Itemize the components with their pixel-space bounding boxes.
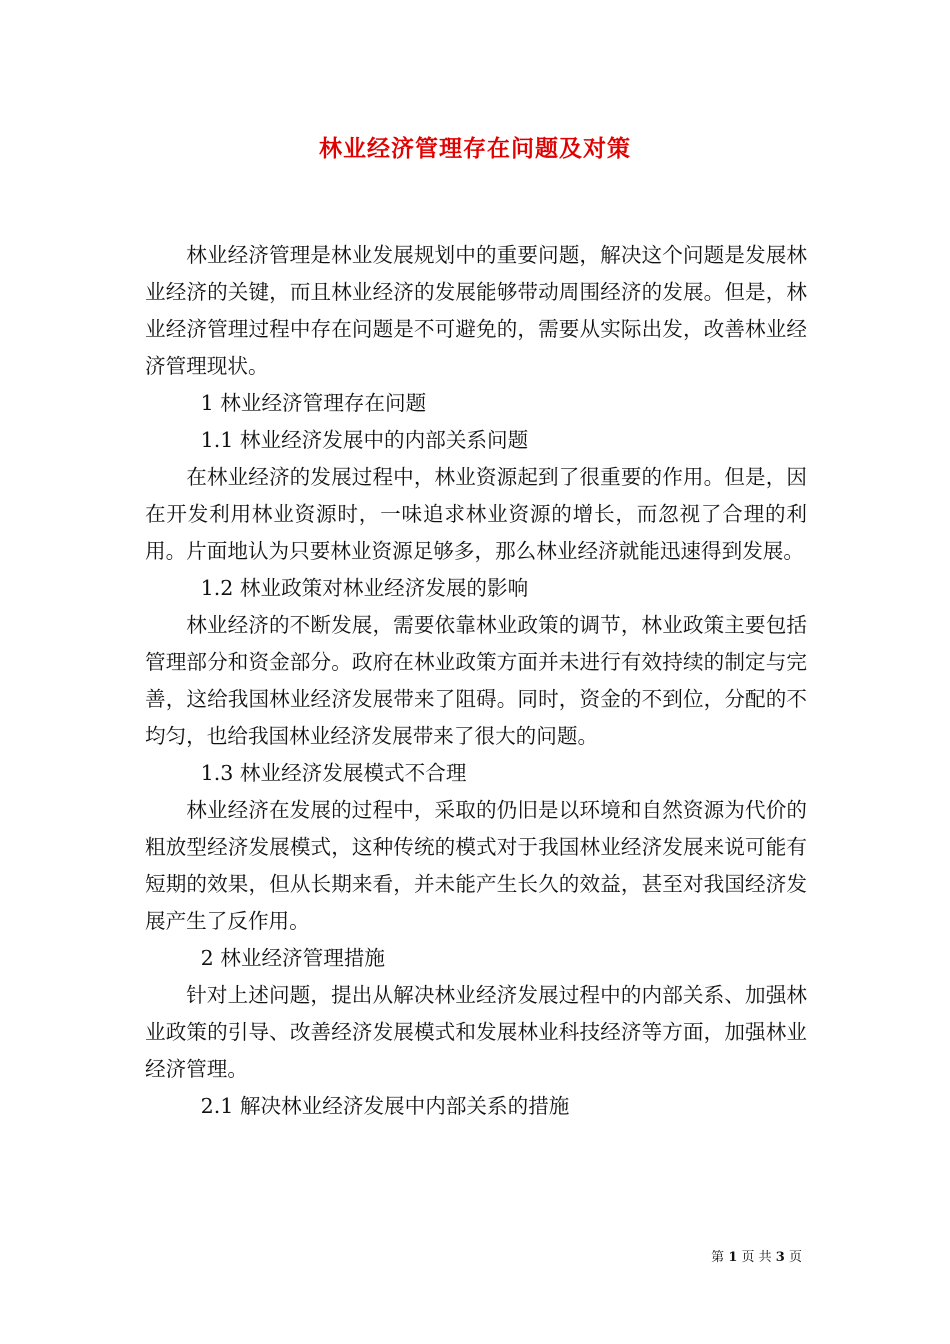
- section-heading: 1.2 林业政策对林业经济发展的影响: [200, 576, 529, 600]
- paragraph: 林业经济在发展的过程中，采取的仍旧是以环境和自然资源为代价的粗放型经济发展模式，这种传统的模式对于我国林业经济发展来说可能有短期的效果，但从长期来看，并未能产生长久的效益，甚至对我国经济发展产生了反作用。: [145, 798, 807, 933]
- section-heading: 1.3 林业经济发展模式不合理: [200, 761, 467, 785]
- footer-middle: 页 共: [741, 1250, 772, 1265]
- paragraph: 林业经济的不断发展，需要依靠林业政策的调节，林业政策主要包括管理部分和资金部分。政府在林业政策方面并未进行有效持续的制定与完善，这给我国林业经济发展带来了阻碍。同时，资金的不到位，分配的不均匀，也给我国林业经济发展带来了很大的问题。: [145, 613, 807, 748]
- paragraph: 在林业经济的发展过程中，林业资源起到了很重要的作用。但是，因在开发利用林业资源时，一味追求林业资源的增长，而忽视了合理的利用。片面地认为只要林业资源足够多，那么林业经济就能迅速得到发展。: [145, 465, 807, 563]
- footer-suffix: 页: [788, 1250, 802, 1265]
- section-heading: 1 林业经济管理存在问题: [200, 391, 427, 415]
- section-heading: 2 林业经济管理措施: [200, 946, 386, 970]
- footer-page-number: 1: [728, 1250, 738, 1265]
- paragraph: 林业经济管理是林业发展规划中的重要问题，解决这个问题是发展林业经济的关键，而且林业经济的发展能够带动周围经济的发展。但是，林业经济管理过程中存在问题是不可避免的，需要从实际出发，改善林业经济管理现状。: [145, 243, 807, 378]
- section-heading: 2.1 解决林业经济发展中内部关系的措施: [200, 1094, 570, 1118]
- document-title: 林业经济管理存在问题及对策: [319, 135, 631, 162]
- page-footer: [711, 1246, 802, 1265]
- section-heading: 1.1 林业经济发展中的内部关系问题: [200, 428, 529, 452]
- document-body: [145, 237, 807, 1125]
- footer-prefix: 第: [711, 1250, 725, 1265]
- footer-total-pages: 3: [775, 1250, 785, 1265]
- paragraph: 针对上述问题，提出从解决林业经济发展过程中的内部关系、加强林业政策的引导、改善经济发展模式和发展林业科技经济等方面，加强林业经济管理。: [145, 983, 807, 1081]
